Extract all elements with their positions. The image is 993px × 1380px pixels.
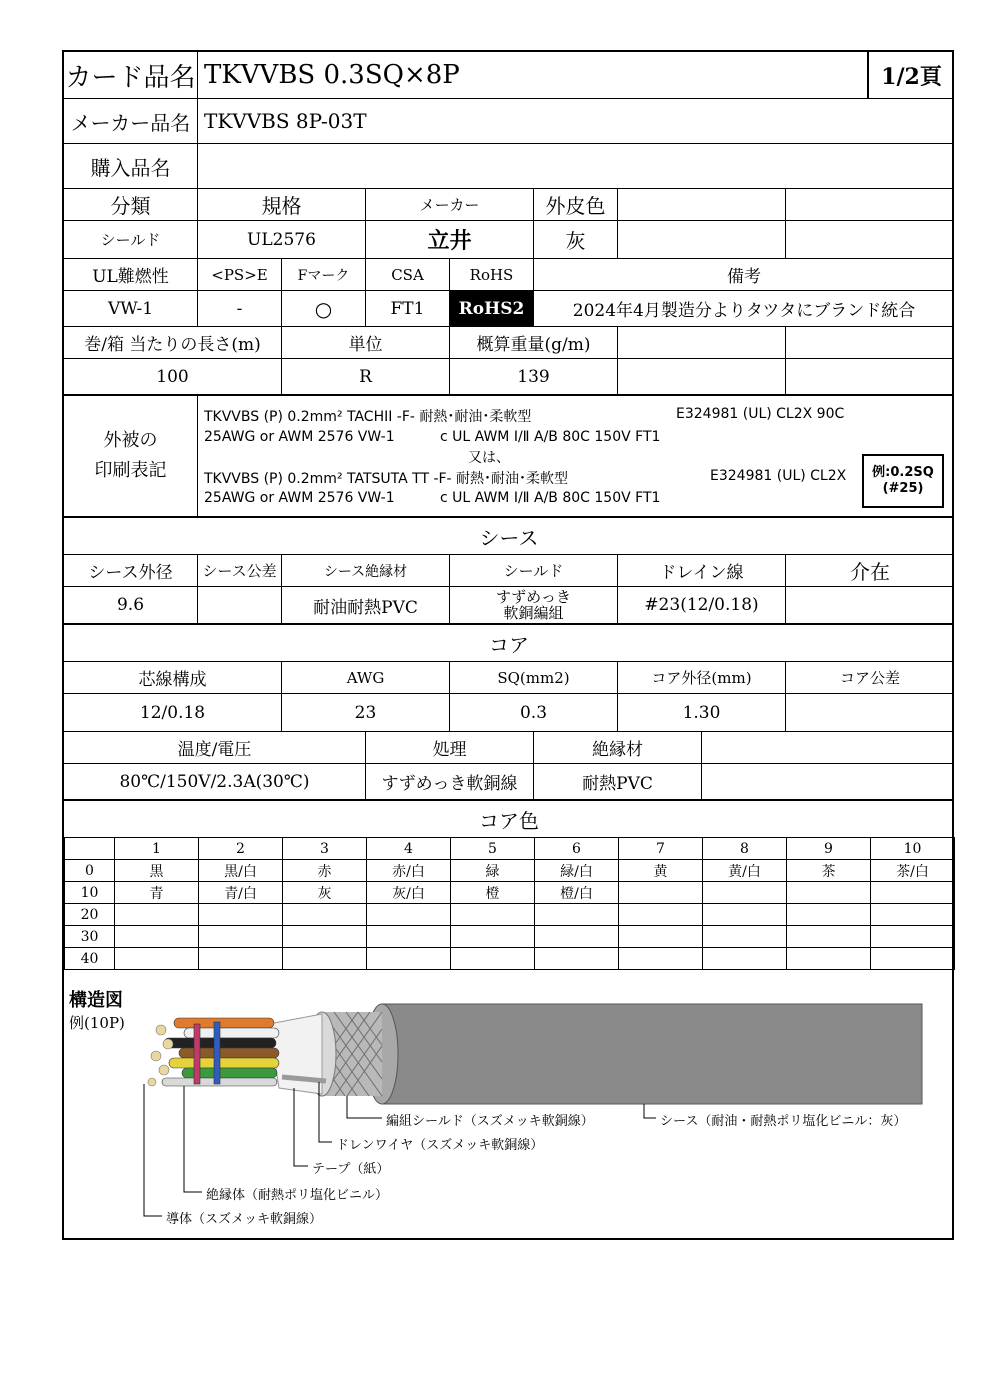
drain-value: #23(12/0.18) [618, 587, 786, 623]
color-cell: 茶 [787, 860, 871, 882]
color-cell [367, 904, 451, 926]
strand-header: 芯線構成 [64, 662, 282, 693]
table-row [65, 882, 955, 904]
color-cell [787, 926, 871, 948]
category-header: 分類 [64, 189, 198, 220]
category-value: シールド [64, 221, 198, 258]
color-cell [871, 948, 955, 970]
column-header: 9 [787, 838, 871, 860]
color-cell [115, 926, 199, 948]
flame-header-row [64, 259, 952, 291]
column-header: 8 [703, 838, 787, 860]
tape-label: テープ（紙） [312, 1162, 390, 1177]
print-line3b: E324981 (UL) CL2X [710, 468, 847, 484]
printing-label-line2: 印刷表記 [94, 460, 167, 481]
row-label: 20 [65, 904, 115, 926]
conductor-tips [148, 1025, 173, 1086]
color-cell: 緑/白 [535, 860, 619, 882]
maker-part-label: メーカー品名 [64, 99, 198, 143]
color-cell [871, 926, 955, 948]
table-row [65, 926, 955, 948]
color-cell [787, 882, 871, 904]
flame-value-row [64, 291, 952, 327]
shield-value [450, 587, 618, 623]
blank-cell [786, 359, 954, 394]
rohs-header: RoHS [450, 259, 534, 290]
color-cell: 赤 [283, 860, 367, 882]
awg-header: AWG [282, 662, 450, 693]
blank-cell [786, 221, 954, 258]
blank-cell [618, 189, 786, 220]
standard-header: 規格 [198, 189, 366, 220]
print-line1b: E324981 (UL) CL2X 90C [676, 406, 845, 422]
shield-header: シールド [450, 555, 618, 586]
braid-label: 編組シールド（スズメッキ軟銅線） [386, 1114, 594, 1129]
color-cell [703, 926, 787, 948]
insul-leader [184, 1086, 202, 1192]
awg-value: 23 [282, 694, 450, 731]
jacket-color-header: 外皮色 [534, 189, 618, 220]
drain-header: ドレイン線 [618, 555, 786, 586]
insul-label: 絶縁体（耐熱ポリ塩化ビニル） [206, 1188, 389, 1203]
core-color-table [64, 837, 955, 970]
color-cell [115, 904, 199, 926]
card-name-value: TKVVBS 0.3SQ×8P [198, 52, 868, 98]
length-header: 巻/箱 当たりの長さ(m) [64, 327, 282, 358]
temp-header-row [64, 732, 952, 764]
core-header-row [64, 662, 952, 694]
packaging-value-row [64, 359, 952, 396]
color-cell [451, 948, 535, 970]
blank-cell [786, 189, 954, 220]
column-header: 5 [451, 838, 535, 860]
color-cell: 茶/白 [871, 860, 955, 882]
sheath-insul-value: 耐油耐熱PVC [282, 587, 450, 623]
color-cell: 黒 [115, 860, 199, 882]
color-cell [199, 904, 283, 926]
print-line1a: TKVVBS (P) 0.2mm² TACHII -F- 耐熱･耐油･柔軟型 [204, 409, 532, 425]
color-cell: 赤/白 [367, 860, 451, 882]
print-line2b: c UL AWM Ⅰ/Ⅱ A/B 80C 150V FT1 [440, 429, 661, 445]
color-cell [367, 926, 451, 948]
core-tol-header: コア公差 [839, 669, 900, 687]
sq-value: 0.3 [450, 694, 618, 731]
sheath-title: シース [479, 525, 539, 550]
shield-value-line1: すずめっき [495, 588, 571, 606]
maker-header: メーカー [366, 189, 534, 220]
temp-value: 80℃/150V/2.3A(30℃) [64, 764, 366, 799]
print-line4a: 25AWG or AWM 2576 VW-1 [204, 490, 395, 506]
drain-label: ドレンワイヤ（スズメッキ軟銅線） [336, 1138, 544, 1153]
length-value: 100 [64, 359, 282, 394]
color-cell [619, 882, 703, 904]
color-cell [367, 948, 451, 970]
row-label: 0 [65, 860, 115, 882]
color-cell [451, 904, 535, 926]
temp-value-row [64, 764, 952, 801]
pse-header: <PS>E [198, 259, 282, 290]
strand-value: 12/0.18 [64, 694, 282, 731]
ul-flame-value: VW-1 [64, 291, 198, 326]
print-line2a: 25AWG or AWM 2576 VW-1 [204, 429, 395, 445]
unit-value: R [282, 359, 450, 394]
purchase-part-row [64, 144, 952, 189]
row-label: 40 [65, 948, 115, 970]
standard-value: UL2576 [198, 221, 366, 258]
card-name-row [64, 52, 952, 99]
color-cell: 黄/白 [703, 860, 787, 882]
row-label: 10 [65, 882, 115, 904]
filler-value [786, 587, 954, 623]
packaging-header-row [64, 327, 952, 359]
weight-header: 概算重量(g/m) [450, 327, 618, 358]
color-cell [283, 926, 367, 948]
sheath-tol-header: シース公差 [198, 555, 282, 586]
maker-value: 立井 [366, 221, 534, 258]
color-cell: 黄 [619, 860, 703, 882]
sheath-header-row [64, 555, 952, 587]
purchase-part-label: 購入品名 [64, 144, 198, 188]
column-header: 2 [199, 838, 283, 860]
sheath-leader [644, 1104, 656, 1118]
table-row [65, 860, 955, 882]
sheath-label: シース（耐油・耐熱ポリ塩化ビニル：灰） [660, 1114, 907, 1129]
core-color-title: コア色 [479, 808, 539, 833]
classification-value-row [64, 221, 952, 259]
treat-header: 処理 [366, 732, 534, 763]
color-cell: 黒/白 [199, 860, 283, 882]
color-cell: 緑 [451, 860, 535, 882]
weight-value: 139 [450, 359, 618, 394]
color-cell [871, 882, 955, 904]
note-value: 2024年4月製造分よりタツタにブランド統合 [572, 301, 916, 321]
core-title: コア [489, 632, 529, 657]
structure-diagram [64, 984, 954, 1238]
blank-cell [702, 764, 954, 799]
color-cell [703, 882, 787, 904]
row-label: 30 [65, 926, 115, 948]
note-header: 備考 [727, 267, 761, 287]
sheath-value-row [64, 587, 952, 625]
printing-label-line1: 外被の [103, 430, 158, 451]
core-tol-value [786, 694, 954, 731]
color-cell [535, 904, 619, 926]
column-header: 10 [871, 838, 955, 860]
conductor-label: 導体（スズメッキ軟銅線） [166, 1212, 323, 1227]
conductor-leader [144, 1084, 162, 1216]
blank-cell [702, 732, 954, 763]
blank-cell [618, 359, 786, 394]
csa-header: CSA [366, 259, 450, 290]
core-color-header-row [65, 838, 955, 860]
print-line4b: c UL AWM Ⅰ/Ⅱ A/B 80C 150V FT1 [440, 490, 661, 506]
sheath-body [382, 1004, 922, 1104]
example-line2: (#25) [882, 481, 924, 496]
example-line1: 例:0.2SQ [872, 465, 934, 480]
color-cell: 橙/白 [535, 882, 619, 904]
color-cell [619, 948, 703, 970]
column-header: 1 [115, 838, 199, 860]
color-cell [283, 904, 367, 926]
unit-header: 単位 [282, 327, 450, 358]
print-line3a: TKVVBS (P) 0.2mm² TATSUTA TT -F- 耐熱･耐油･柔軟型 [204, 471, 569, 487]
sheath-od-header: シース外径 [64, 555, 198, 586]
diagram-example: 例(10P) [69, 1014, 125, 1032]
printing-label [64, 396, 198, 516]
spec-sheet [62, 50, 954, 1240]
sq-header: SQ(mm2) [450, 662, 618, 693]
printing-row [64, 396, 952, 518]
color-cell [535, 948, 619, 970]
shield-value-line2: 軟銅編組 [503, 604, 564, 622]
column-header: 7 [619, 838, 703, 860]
blank-cell [786, 327, 954, 358]
cores [162, 1018, 279, 1086]
color-cell [283, 948, 367, 970]
printing-text [198, 396, 952, 516]
print-or: 又は、 [468, 450, 510, 466]
core-od-value: 1.30 [618, 694, 786, 731]
color-cell [619, 904, 703, 926]
blank-cell [618, 221, 786, 258]
color-cell [787, 948, 871, 970]
color-cell [871, 904, 955, 926]
maker-part-value: TKVVBS 8P-03T [204, 109, 367, 133]
ul-flame-header: UL難燃性 [64, 259, 198, 290]
color-cell: 灰/白 [367, 882, 451, 904]
maker-part-row [64, 99, 952, 144]
color-cell: 橙 [451, 882, 535, 904]
example-box [862, 454, 944, 508]
sheath-title-row [64, 518, 952, 555]
color-cell: 青/白 [199, 882, 283, 904]
column-header: 6 [535, 838, 619, 860]
blank-cell [618, 327, 786, 358]
color-cell [787, 904, 871, 926]
color-cell: 青 [115, 882, 199, 904]
card-name-label: カード品名 [64, 52, 198, 98]
core-color-title-row [64, 801, 952, 837]
purchase-part-value [198, 144, 954, 188]
fmark-value: ○ [282, 291, 366, 326]
temp-header: 温度/電圧 [64, 732, 366, 763]
color-cell [535, 926, 619, 948]
page-number: 1/2頁 [868, 52, 954, 98]
corner-cell [65, 838, 115, 860]
core-value-row [64, 694, 952, 732]
color-cell [451, 926, 535, 948]
color-cell [199, 948, 283, 970]
diagram-title: 構造図 [69, 990, 123, 1011]
sheath-insul-header: シース絶縁材 [282, 555, 450, 586]
color-cell [619, 926, 703, 948]
color-cell [199, 926, 283, 948]
rohs-value: RoHS2 [450, 291, 534, 326]
core-insul-header: 絶縁材 [534, 732, 702, 763]
csa-value: FT1 [366, 291, 450, 326]
sheath-od-value: 9.6 [64, 587, 198, 623]
table-row [65, 948, 955, 970]
filler-header: 介在 [850, 560, 890, 584]
core-insul-value: 耐熱PVC [534, 764, 702, 799]
column-header: 4 [367, 838, 451, 860]
treat-value: すずめっき軟銅線 [366, 764, 534, 799]
table-row [65, 904, 955, 926]
fmark-header: Fマーク [282, 259, 366, 290]
color-cell [115, 948, 199, 970]
core-title-row [64, 625, 952, 662]
color-cell: 灰 [283, 882, 367, 904]
column-header: 3 [283, 838, 367, 860]
tape-leader [294, 1088, 308, 1166]
core-od-header: コア外径(mm) [618, 662, 786, 693]
color-cell [703, 904, 787, 926]
sheath-tol-value [198, 587, 282, 623]
classification-header-row [64, 189, 952, 221]
jacket-color-value: 灰 [534, 221, 618, 258]
pse-value: - [198, 291, 282, 326]
color-cell [703, 948, 787, 970]
